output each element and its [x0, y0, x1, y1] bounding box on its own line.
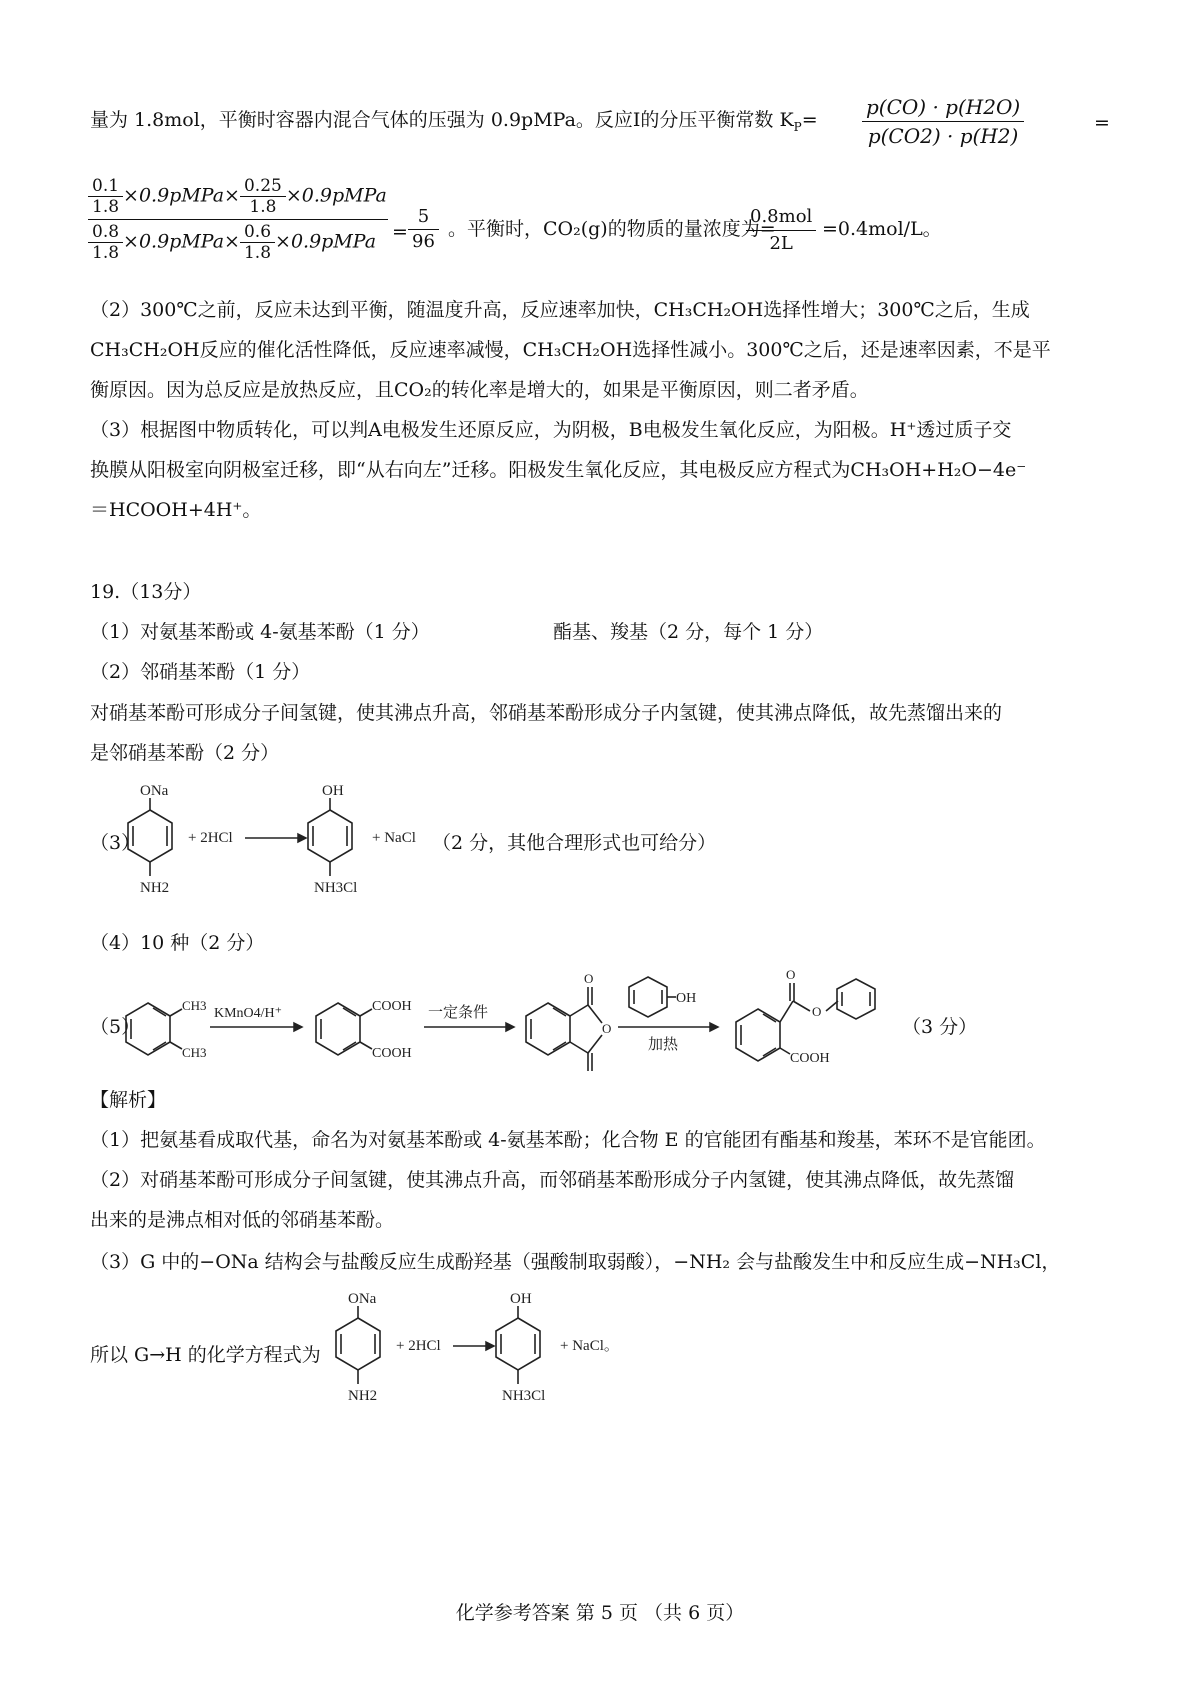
- product-ester-structure: [736, 979, 875, 1061]
- analysis-1: （1）把氨基看成取代基，命名为对氨基苯酚或 4-氨基苯酚；化合物 E 的官能团有酯基和羧基，苯环不是官能团。: [90, 1129, 1046, 1151]
- benzene-ring-ona-2: [336, 1306, 380, 1384]
- text-line-8: ＝HCOOH+4H⁺。: [90, 499, 262, 521]
- text-line-3: （2）300℃之前，反应未达到平衡，随温度升高，反应速率加快，CH₃CH₂OH选择性增大；300℃之后，生成: [90, 299, 1030, 321]
- nh3cl-label-2: NH3Cl: [502, 1388, 546, 1404]
- plus-nacl: + NaCl: [372, 830, 416, 846]
- ona-label-2: ONa: [348, 1291, 377, 1307]
- frac-a-den: 1.8: [92, 197, 120, 217]
- nh2-label: NH2: [140, 880, 170, 896]
- ona-label: ONa: [140, 783, 169, 799]
- cooh-top: COOH: [372, 999, 412, 1014]
- den-tail: ×0.9pMPa: [275, 230, 377, 253]
- reaction-scheme-3: [110, 780, 450, 910]
- anhydride-o-top: O: [584, 971, 594, 986]
- kp-calc-fraction: [88, 176, 388, 263]
- phthalic-anhydride-structure: [526, 987, 602, 1071]
- analysis-3-cont: 所以 G→H 的化学方程式为: [90, 1344, 321, 1366]
- nh2-label-2: NH2: [348, 1388, 378, 1404]
- answer-3-note: （2 分，其他合理形式也可给分）: [432, 832, 717, 854]
- condition-label: 一定条件: [428, 1005, 489, 1021]
- answer-1-right: 酯基、羧基（2 分，每个 1 分）: [553, 621, 824, 643]
- ester-carbonyl-o: O: [786, 967, 796, 982]
- nh3cl-label: NH3Cl: [314, 880, 358, 896]
- kmno4-reagent: KMnO4/H⁺: [214, 1006, 283, 1021]
- plus-nacl-end: + NaCl。: [560, 1338, 619, 1354]
- answer-2-explain: 对硝基苯酚可形成分子间氢键，使其沸点升高，邻硝基苯酚形成分子内氢键，使其沸点降低，故先蒸馏出来的: [90, 702, 1003, 724]
- analysis-2-cont: 出来的是沸点相对低的邻硝基苯酚。: [90, 1209, 395, 1231]
- arrow-condition: [424, 1023, 514, 1031]
- kp-trailing-equals: =: [1094, 112, 1110, 134]
- analysis-2: （2）对硝基苯酚可形成分子间氢键，使其沸点升高，而邻硝基苯酚形成分子内氢键，使其沸点降低，故先蒸馏: [90, 1169, 1015, 1191]
- conc-text: 。平衡时，CO₂(g)的物质的量浓度为=: [448, 218, 776, 240]
- kp-numerator: p(CO) · p(H2O): [862, 93, 1024, 122]
- product-cooh: COOH: [790, 1051, 830, 1066]
- synthesis-route-5: [118, 965, 898, 1075]
- arrow-oxidation: [210, 1023, 302, 1031]
- kp-calc-numerator: [88, 176, 388, 220]
- result-equals: =: [392, 221, 408, 243]
- phenol-oh: OH: [676, 991, 697, 1006]
- conc-result: =0.4mol/L。: [822, 218, 942, 240]
- den-mid: ×0.9pMPa×: [123, 230, 240, 253]
- text-line-5: 衡原因。因为总反应是放热反应，且CO₂的转化率是增大的，如果是平衡原因，则二者矛盾。: [90, 379, 869, 401]
- text-line-7: 换膜从阳极室向阴极室迁移，即“从右向左”迁移。阳极发生氧化反应，其电极反应方程式为CH₃OH+H₂O−4e⁻: [90, 459, 1027, 481]
- frac-d-den: 1.8: [243, 243, 272, 263]
- frac-b-num: 0.25: [240, 176, 286, 197]
- kp-intro-text: 量为 1.8mol，平衡时容器内混合气体的压强为 0.9pMPa。反应Ⅰ的分压平衡常数 K: [90, 109, 794, 131]
- answer-3-label: （3）: [90, 832, 141, 854]
- kp-denominator: p(CO2) · p(H2): [867, 124, 1019, 148]
- result-num: 5: [408, 205, 439, 230]
- ch3-top: CH3: [182, 998, 207, 1013]
- answer-2: （2）邻硝基苯酚（1 分）: [90, 661, 311, 683]
- reaction-scheme-analysis: [318, 1288, 638, 1418]
- cooh-bottom: COOH: [372, 1046, 412, 1061]
- num-tail: ×0.9pMPa: [285, 184, 387, 207]
- question-19-heading: 19.（13分）: [90, 581, 202, 603]
- oh-label-2: OH: [510, 1291, 532, 1307]
- analysis-heading: 【解析】: [90, 1089, 167, 1111]
- oh-label: OH: [322, 783, 344, 799]
- frac-b: [240, 176, 286, 217]
- page-footer: 化学参考答案 第 5 页 （共 6 页）: [455, 1602, 745, 1624]
- heat-label: 加热: [648, 1037, 679, 1053]
- answer-1-left: （1）对氨基苯酚或 4-氨基苯酚（1 分）: [90, 621, 430, 643]
- frac-c-num: 0.8: [88, 222, 123, 243]
- answer-5-label: （5）: [90, 1016, 141, 1038]
- arrow-heat: [618, 1023, 718, 1031]
- frac-d: [240, 222, 275, 263]
- kp-fraction: [862, 93, 1024, 150]
- answer-2-explain-cont: 是邻硝基苯酚（2 分）: [90, 742, 280, 764]
- anhydride-o-ring: O: [602, 1021, 612, 1036]
- reaction-arrow-2: [453, 1342, 494, 1350]
- benzene-ring-ona: [128, 798, 172, 876]
- frac-b-den: 1.8: [249, 197, 277, 217]
- phenol-reagent-structure: [629, 977, 676, 1017]
- kp-subscript: P: [793, 119, 802, 134]
- num-mid: ×0.9pMPa×: [123, 184, 240, 207]
- phthalic-acid-structure: [316, 1003, 372, 1055]
- ch3-bottom: CH3: [182, 1045, 207, 1060]
- text-line-6: （3）根据图中物质转化，可以判A电极发生还原反应，为阴极，B电极发生氧化反应，为阳极。H⁺透过质子交: [90, 419, 1012, 441]
- plus-2hcl: + 2HCl: [188, 830, 233, 846]
- plus-2hcl-2: + 2HCl: [396, 1338, 441, 1354]
- conc-den: 2L: [769, 233, 793, 254]
- frac-c-den: 1.8: [92, 243, 120, 263]
- conc-num: 0.8mol: [746, 204, 816, 231]
- frac-c: [88, 222, 123, 263]
- answer-4: （4）10 种（2 分）: [90, 932, 265, 954]
- reaction-arrow: [245, 834, 306, 842]
- benzene-ring-oh: [308, 798, 352, 876]
- benzene-ring-oh-2: [496, 1306, 540, 1384]
- text-line-4: CH₃CH₂OH反应的催化活性降低，反应速率减慢，CH₃CH₂OH选择性减小。300℃之后，还是速率因素，不是平: [90, 339, 1051, 361]
- kp-equals: =: [801, 109, 818, 131]
- ester-o: O: [812, 1004, 822, 1019]
- kp-calc-denominator: [88, 220, 388, 263]
- o-xylene-structure: [126, 1003, 182, 1055]
- answer-5-score: （3 分）: [902, 1016, 978, 1038]
- kp-line: [90, 105, 818, 142]
- result-fraction: [408, 205, 439, 254]
- analysis-3: （3）G 中的−ONa 结构会与盐酸反应生成酚羟基（强酸制取弱酸），−NH₂ 会与盐酸发生中和反应生成−NH₃Cl，: [90, 1251, 1061, 1273]
- frac-d-num: 0.6: [240, 222, 275, 243]
- frac-a: [88, 176, 123, 217]
- frac-a-num: 0.1: [88, 176, 123, 197]
- conc-fraction: [746, 204, 816, 257]
- result-den: 96: [412, 231, 435, 252]
